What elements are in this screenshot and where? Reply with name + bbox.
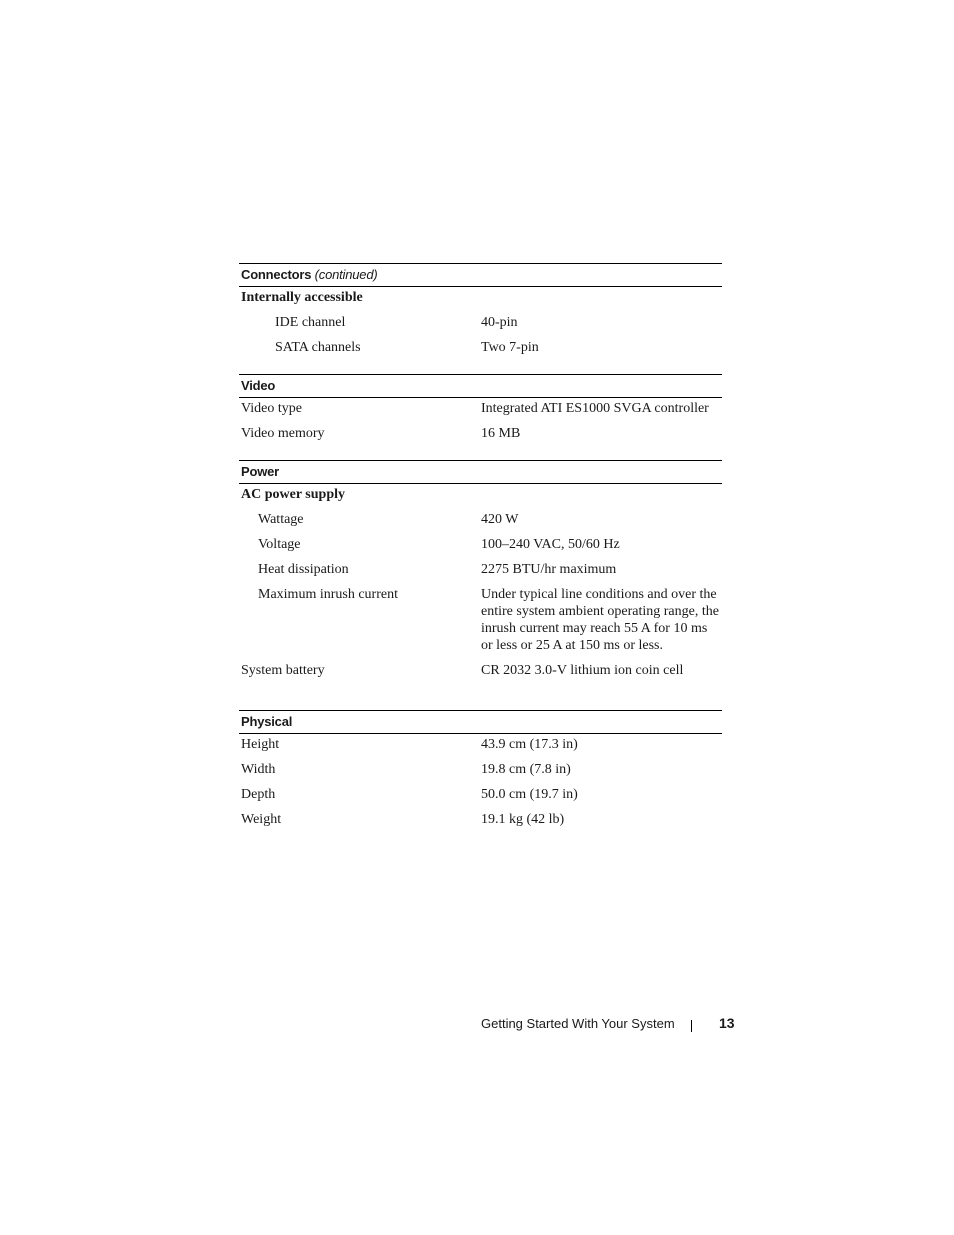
spec-row bbox=[239, 511, 722, 528]
spec-table bbox=[239, 263, 722, 836]
footer-separator bbox=[691, 1020, 692, 1032]
spec-row bbox=[239, 736, 722, 753]
spec-label: Video type bbox=[241, 401, 302, 416]
spec-value: 50.0 cm (19.7 in) bbox=[481, 787, 578, 802]
spec-label: Weight bbox=[241, 812, 282, 827]
spec-row bbox=[239, 662, 722, 679]
continued-label: (continued) bbox=[314, 267, 378, 282]
spec-row bbox=[239, 811, 722, 828]
subhead-label: AC power supply bbox=[241, 487, 345, 502]
spec-value: CR 2032 3.0-V lithium ion coin cell bbox=[481, 663, 684, 678]
spec-label: IDE channel bbox=[275, 315, 346, 330]
subhead-row bbox=[239, 289, 722, 306]
page-number: 13 bbox=[719, 1015, 735, 1031]
section-body-connectors bbox=[239, 287, 722, 356]
spec-value: 16 MB bbox=[481, 426, 521, 441]
spec-value: Two 7-pin bbox=[481, 340, 539, 355]
spec-label: SATA channels bbox=[275, 340, 361, 355]
spec-row bbox=[239, 339, 722, 356]
section-body-physical bbox=[239, 734, 722, 828]
section-header-power bbox=[239, 460, 722, 484]
spec-row bbox=[239, 536, 722, 553]
spec-value: Under typical line conditions and over the entire system ambient operating range, the inrush current may reach 55 A for 10 ms or less or 25 A at 150 ms or less. bbox=[481, 587, 719, 653]
spec-value: 19.8 cm (7.8 in) bbox=[481, 762, 571, 777]
spec-value: Integrated ATI ES1000 SVGA controller bbox=[481, 401, 709, 416]
section-title: Power bbox=[241, 464, 280, 479]
spec-value: 43.9 cm (17.3 in) bbox=[481, 737, 578, 752]
section-header-connectors bbox=[239, 263, 722, 287]
spec-label: Height bbox=[241, 737, 280, 752]
section-body-video bbox=[239, 398, 722, 442]
spec-value: 40-pin bbox=[481, 315, 518, 330]
spec-row bbox=[239, 425, 722, 442]
spec-row bbox=[239, 561, 722, 578]
section-title: Video bbox=[241, 378, 276, 393]
section-body-power bbox=[239, 484, 722, 679]
spec-row bbox=[239, 314, 722, 331]
subhead-row bbox=[239, 486, 722, 503]
spec-label: Wattage bbox=[258, 512, 304, 527]
spec-label: Video memory bbox=[241, 426, 325, 441]
spec-label: Depth bbox=[241, 787, 276, 802]
section-title: Physical bbox=[241, 714, 293, 729]
spec-row bbox=[239, 786, 722, 803]
spec-value: 420 W bbox=[481, 512, 519, 527]
spec-value: 2275 BTU/hr maximum bbox=[481, 562, 617, 577]
footer-title: Getting Started With Your System bbox=[481, 1016, 675, 1031]
section-header-physical bbox=[239, 710, 722, 734]
spec-label: Width bbox=[241, 762, 276, 777]
spec-row bbox=[239, 761, 722, 778]
spec-label: Maximum inrush current bbox=[258, 587, 398, 602]
spec-row bbox=[239, 400, 722, 417]
spec-value: 100–240 VAC, 50/60 Hz bbox=[481, 537, 620, 552]
subhead-label: Internally accessible bbox=[241, 290, 363, 305]
section-title: Connectors bbox=[241, 267, 312, 282]
spec-value: 19.1 kg (42 lb) bbox=[481, 812, 565, 827]
spec-label: Voltage bbox=[258, 537, 301, 552]
spec-label: Heat dissipation bbox=[258, 562, 349, 577]
spec-row bbox=[239, 586, 722, 654]
spec-label: System battery bbox=[241, 663, 325, 678]
section-header-video bbox=[239, 374, 722, 398]
